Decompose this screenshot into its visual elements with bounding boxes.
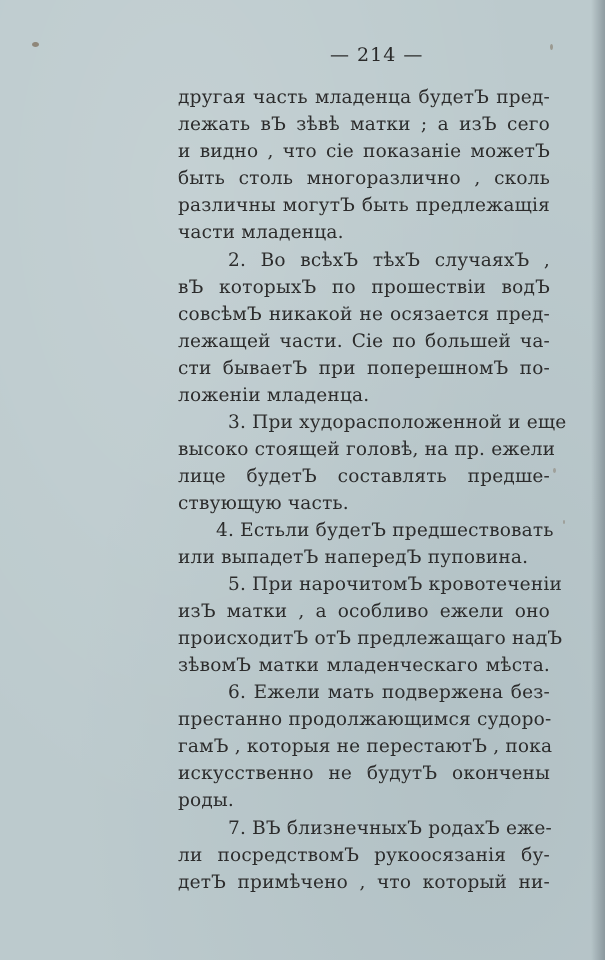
text-line: 5. При нарочитомЪ кровотеченіи bbox=[228, 574, 562, 595]
text-line: 7. ВЪ близнечныхЪ родахЪ еже- bbox=[228, 818, 552, 839]
text-line: другая часть младенца будетЪ пред- bbox=[178, 87, 550, 108]
text-line: совсѣмЪ никакой не осязается пред- bbox=[178, 304, 550, 325]
text-line: 2. Во всѣхЪ тѣхЪ случаяхЪ , bbox=[228, 250, 550, 271]
text-line: лежащей части. Сіе по большей ча- bbox=[178, 331, 550, 352]
text-line: ложеніи младенца. bbox=[178, 385, 370, 406]
text-line: престанно продолжающимся судоро- bbox=[178, 709, 552, 730]
text-line: зѣвомЪ матки младенческаго мѣста. bbox=[178, 655, 550, 676]
text-line: происходитЪ отЪ предлежащаго надЪ bbox=[178, 628, 563, 649]
text-line: сти бываетЪ при поперешномЪ по- bbox=[178, 358, 550, 379]
text-line: части младенца. bbox=[178, 222, 344, 243]
text-line: лице будетЪ составлять предше- bbox=[178, 466, 550, 487]
text-line: искусственно не будутЪ окончены bbox=[178, 763, 550, 784]
text-line: ствующую часть. bbox=[178, 493, 349, 514]
text-line: или выпадетЪ напередЪ пуповина. bbox=[178, 547, 529, 568]
text-line: роды. bbox=[178, 790, 234, 811]
text-line: вЪ которыхЪ по прошествіи водЪ bbox=[178, 277, 550, 298]
text-line: 6. Ежели мать подвержена без- bbox=[228, 682, 550, 703]
text-line: высоко стоящей головѣ, на пр. ежели bbox=[178, 439, 556, 460]
text-line: гамЪ , которыя не перестаютЪ , пока bbox=[178, 736, 553, 757]
text-line: быть столь многоразлично , сколь bbox=[178, 168, 550, 189]
text-line: и видно , что сіе показаніе можетЪ bbox=[178, 141, 550, 162]
text-line: 4. Естьли будетЪ предшествовать bbox=[216, 520, 554, 541]
text-line: ли посредствомЪ рукоосязанія бу- bbox=[178, 845, 550, 866]
text-line: детЪ примѣчено , что который ни- bbox=[178, 872, 550, 893]
page-number: — 214 — bbox=[330, 44, 424, 66]
text-line: лежать вЪ зѣвѣ матки ; а изЪ сего bbox=[178, 114, 550, 135]
text-line: изЪ матки , а особливо ежели оно bbox=[178, 601, 550, 622]
text-line: различны могутЪ быть предлежащія bbox=[178, 195, 550, 216]
text-line: 3. При худорасположенной и еще bbox=[228, 412, 567, 433]
